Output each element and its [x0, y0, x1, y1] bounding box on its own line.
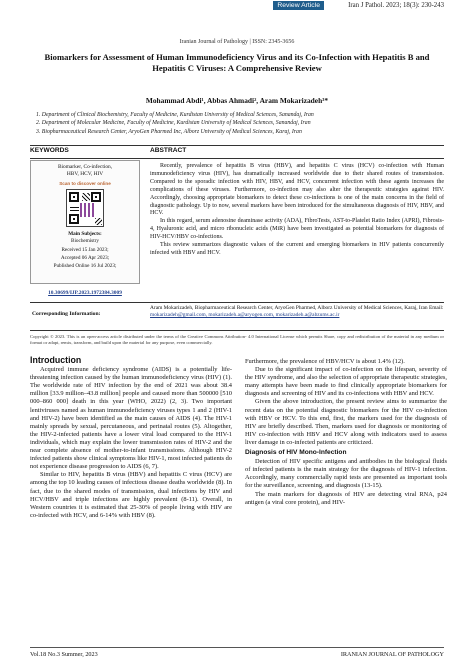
introduction-heading: Introduction [30, 355, 82, 365]
journal-header [0, 0, 474, 14]
main-subjects-label: Main Subjects: [68, 231, 102, 237]
abstract-body [150, 163, 444, 258]
article-title: Biomarkers for Assessment of Human Immunodeficiency Virus and its Co-Infection with Hepatitis B and Hepatitis C Viruses: A Comprehensive Review [44, 52, 430, 73]
article-type-badge: Review Article [273, 1, 324, 10]
volume-info: Vol.18 No.3 Summer, 2023 [30, 651, 98, 658]
divider [30, 330, 444, 331]
main-subjects [31, 231, 139, 244]
body-paragraph: Furthermore, the prevalence of HBV/HCV is about 1.4% (12). [245, 358, 405, 365]
body-paragraph: The main markers for diagnosis of HIV are detecting viral RNA, p24 antigen (a viral core protein), and HIV- [245, 490, 447, 506]
qr-finder-pattern [91, 192, 101, 202]
corresponding-text [150, 305, 444, 319]
qr-modules [82, 193, 90, 201]
article-info-sidebar [30, 160, 140, 284]
article-dates [31, 246, 139, 270]
copyright-notice: Copyright © 2023. This is an open-access article distributed under the terms of the Creative Commons Attribution- 4.0 International License which permits Share, copy and redistribution of the material in any medium or format or adapt, remix, transform, and build upon the material for any purpose, even commercially. [30, 334, 444, 345]
keyword-line: HBV, HCV, HIV [66, 171, 104, 177]
abstract-heading: ABSTRACT [150, 147, 187, 154]
doi-link[interactable]: 10.30699/IJP.2023.1972384.3009 [48, 290, 122, 296]
qr-finder-pattern [69, 214, 79, 224]
accepted-date: Accepted 06 Apr 2023; [60, 255, 110, 262]
main-subjects-value: Biochemistry [71, 237, 99, 244]
page-footer [30, 647, 444, 657]
journal-citation: Iran J Pathol. 2023; 18(3): 230-243 [348, 2, 444, 9]
email-links[interactable]: mokarizadeh@gmail.com, mokarizadeh.a@aryogen.com, mokarizadeh.a@abzums.ac.ir [150, 312, 340, 318]
published-date: Published Online 16 Jul 2023; [53, 263, 117, 270]
issn-line: Iranian Journal of Pathology | ISSN: 2345-3656 [179, 39, 295, 45]
qr-modules [70, 205, 79, 211]
body-paragraph: Given the above introduction, the present review aims to summarize the recent data on the potential diagnostic biomarkers for the HIV co-infection with HBV or HCV. To this end, first, the markers used for the diagnosis of HIV are briefly described. Then, markers used for diagnosis or monitoring of HIV co-infection with HBV and HCV along with indicators used to assess liver damage in co-infected patients are criticized. [245, 398, 447, 446]
affiliation-item: 2. Department of Molecular Medicine, Faculty of Medicine, Kurdistan University of Medical Sciences, Sanandaj, Iran [36, 120, 311, 127]
corresponding-info [30, 305, 444, 327]
corresponding-address: Aram Mokarizadeh, Biopharmaceutical Research Center, AryoGen Pharmed, Alborz University of Medical Sciences, Karaj, Iran Email: [150, 305, 444, 311]
affiliation-item: 3. Biopharmaceutical Research Center, AryoGen Pharmed Inc, Alborz University of Medical Sciences, Karaj, Iran [36, 128, 302, 135]
abstract-paragraph: In this regard, serum adenosine deaminase activity (ADA), FibroTests, AST-to-Platelet Ratio Index (APRI), Fibrosis-4, Hyaluronic acid, and micro ribonucleic acids (MiR) have been investigated as potential biomarkers for diagnosis of HIV-HCV/HBV co-infections. [150, 218, 444, 241]
body-paragraph: Due to the significant impact of co-infection on the lifespan, severity of the HIV syndrome, and also the selection of appropriate therapeutic strategies, many attempts have been made to find clinically appropriate biomarkers for diagnosis and screening of HIV and its co-infections with HBV and HCV. [245, 366, 447, 398]
divider [30, 302, 444, 303]
qr-code-icon[interactable] [66, 189, 104, 227]
subsection-heading: Diagnosis of HIV Mono-Infection [245, 449, 347, 457]
body-paragraph: Acquired immune deficiency syndrome (AIDS) is a potentially life-threatening infection caused by the human immunodeficiency virus (HIV) (1). The worldwide rate of HIV infection by the end of 2021 was about 38.4 million [33.9 million–43.8 million] people and caused more than 500000 [510 000–860 000] death in this year (WHO, 2022) (2, 3). Two important lentiviruses named as human immunodeficiency viruses types 1 and 2 (HIV-1 and HIV-2) have been identified as the main causes of AIDS (4). The HIV-1 mainly spreads by sexual, percutaneous, and perinatal routes (5). Altogether, the HIV-2-infected patients have a lower viral load compared to the HIV-1 individuals, which may explain the lower transmission rates of HIV-2 and the near complete absence of mother-to-infant transmissions. Although HIV-2 infected patients show clinical symptoms like HIV-1, most infected patients do not experience disease progression to AIDS (6, 7). [30, 366, 232, 471]
keyword-line: Biomarker, Co-infection, [57, 164, 113, 170]
qr-finder-pattern [69, 192, 79, 202]
section-heading-row [30, 147, 444, 158]
keyword-list [31, 164, 139, 178]
affiliations [36, 111, 456, 136]
body-column-left [30, 356, 232, 520]
body-paragraph: Similar to HIV, hepatitis B virus (HBV) and hepatitis C virus (HCV) are among the top 10 leading causes of infectious disease deaths worldwide (8). In fact, due to the shared modes of transmission, dual infections by HIV and HCV/HBV and triple infections are highly prevalent (8-11). Overall, in Western countries it is estimated that 25-30% of people living with HIV are co-infected with HCV, and 6-14% with HBV (8). [30, 471, 232, 519]
divider [30, 158, 444, 159]
body-column-right [245, 358, 447, 507]
abstract-paragraph: Recently, prevalence of hepatitis B virus (HBV), and hepatitis C virus (HCV) co-infection with Human immunodeficiency virus (HIV), has dramatically increased worldwide due to their shared routes of transmission. Compared to the sporadic infection with HIV, HBV, and HCV, concurrent infection with these agents increases the complications of these viruses. Furthermore, co-infection may also alter the therapeutic strategies against HIV. Accordingly, choosing appropriate biomarkers to detect these co-infections is one of the main concerns in the field of diagnostic pathology. Up to now, several markers have been introduced for the simultaneous diagnosis of HIV, HBV, and HCV. [150, 163, 444, 217]
received-date: Received 15 Jan 2023; [61, 247, 109, 254]
corresponding-label: Corresponding Information: [32, 311, 101, 317]
author-list: Mohammad Abdi¹, Abbas Ahmadi², Aram Mokarizadeh³* [145, 96, 329, 105]
divider [30, 145, 444, 146]
abstract-paragraph: This review summarizes diagnostic values of the current and emerging biomarkers in HIV patients concurrently infected with HBV and HCV. [150, 242, 444, 256]
body-paragraph: Detection of HIV specific antigens and antibodies in the biological fluids of infected patients is the main strategy for the diagnosis of HIV-1 infection. Accordingly, many commercially rapid tests are presented as important tools for the surveillance, screening, and diagnosis (13-15). [245, 458, 447, 490]
affiliation-item: 1. Department of Clinical Biochemistry, Faculty of Medicine, Kurdistan University of Medical Sciences, Sanandaj, Iran [36, 112, 314, 118]
qr-logo [80, 203, 94, 217]
journal-name: IRANIAN JOURNAL OF PATHOLOGY [340, 651, 444, 658]
qr-modules [95, 218, 102, 225]
keywords-heading: KEYWORDS [30, 147, 69, 154]
scan-label: Scan to discover online [59, 181, 111, 186]
